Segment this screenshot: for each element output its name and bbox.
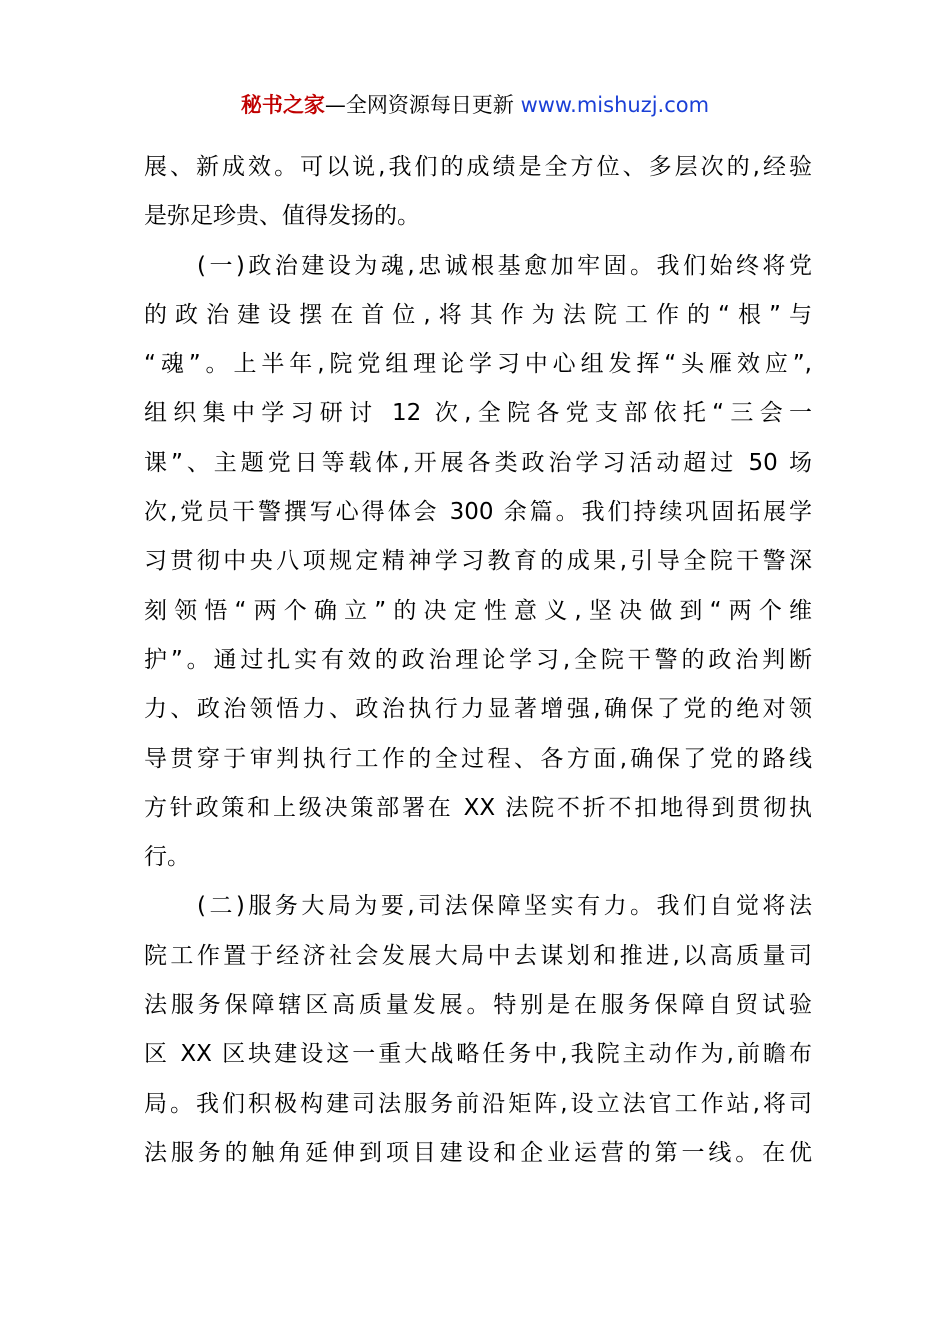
text-line: 习贯彻中央八项规定精神学习教育的成果,引导全院干警深 — [144, 548, 812, 575]
text-line: 法服务的触角延伸到项目建设和企业运营的第一线。在优 — [144, 1139, 812, 1166]
brand-name: 秘书之家 — [240, 93, 325, 117]
text-line: 刻领悟“两个确立”的决定性意义,坚决做到“两个维 — [144, 597, 812, 624]
text-line: 是弥足珍贵、值得发扬的。 — [144, 203, 420, 230]
header-tagline: —全网资源每日更新 — [324, 93, 514, 117]
site-header — [0, 88, 950, 122]
text-line: 导贯穿于审判执行工作的全过程、各方面,确保了党的路线 — [144, 745, 812, 772]
text-line: 展、新成效。可以说,我们的成绩是全方位、多层次的,经验 — [144, 154, 812, 180]
text-line: 法服务保障辖区高质量发展。特别是在服务保障自贸试验 — [144, 992, 812, 1019]
text-line: 组织集中学习研讨 12 次,全院各党支部依托“三会一 — [144, 400, 812, 427]
text-line: 院工作置于经济社会发展大局中去谋划和推进,以高质量司 — [144, 942, 812, 969]
text-line: 力、政治领悟力、政治执行力显著增强,确保了党的绝对领 — [144, 696, 812, 723]
text-line: “魂”。上半年,院党组理论学习中心组发挥“头雁效应”, — [144, 351, 812, 378]
text-line: 区 XX 区块建设这一重大战略任务中,我院主动作为,前瞻布 — [144, 1041, 812, 1068]
text-line: 行。 — [144, 844, 190, 871]
text-line: 的政治建设摆在首位,将其作为法院工作的“根”与 — [144, 301, 812, 328]
site-url-link[interactable]: www.mishuzj.com — [520, 93, 710, 117]
text-line: 护”。通过扎实有效的政治理论学习,全院干警的政治判断 — [144, 646, 812, 673]
text-line: (一)政治建设为魂,忠诚根基愈加牢固。我们始终将党 — [144, 252, 812, 279]
text-line: 次,党员干警撰写心得体会 300 余篇。我们持续巩固拓展学 — [144, 499, 812, 526]
text-line: 方针政策和上级决策部署在 XX 法院不折不扣地得到贯彻执 — [144, 794, 812, 821]
text-line: (二)服务大局为要,司法保障坚实有力。我们自觉将法 — [144, 893, 812, 920]
text-line: 课”、主题党日等载体,开展各类政治学习活动超过 50 场 — [144, 449, 812, 476]
text-line: 局。我们积极构建司法服务前沿矩阵,设立法官工作站,将司 — [144, 1090, 812, 1117]
document-body — [144, 143, 812, 1178]
